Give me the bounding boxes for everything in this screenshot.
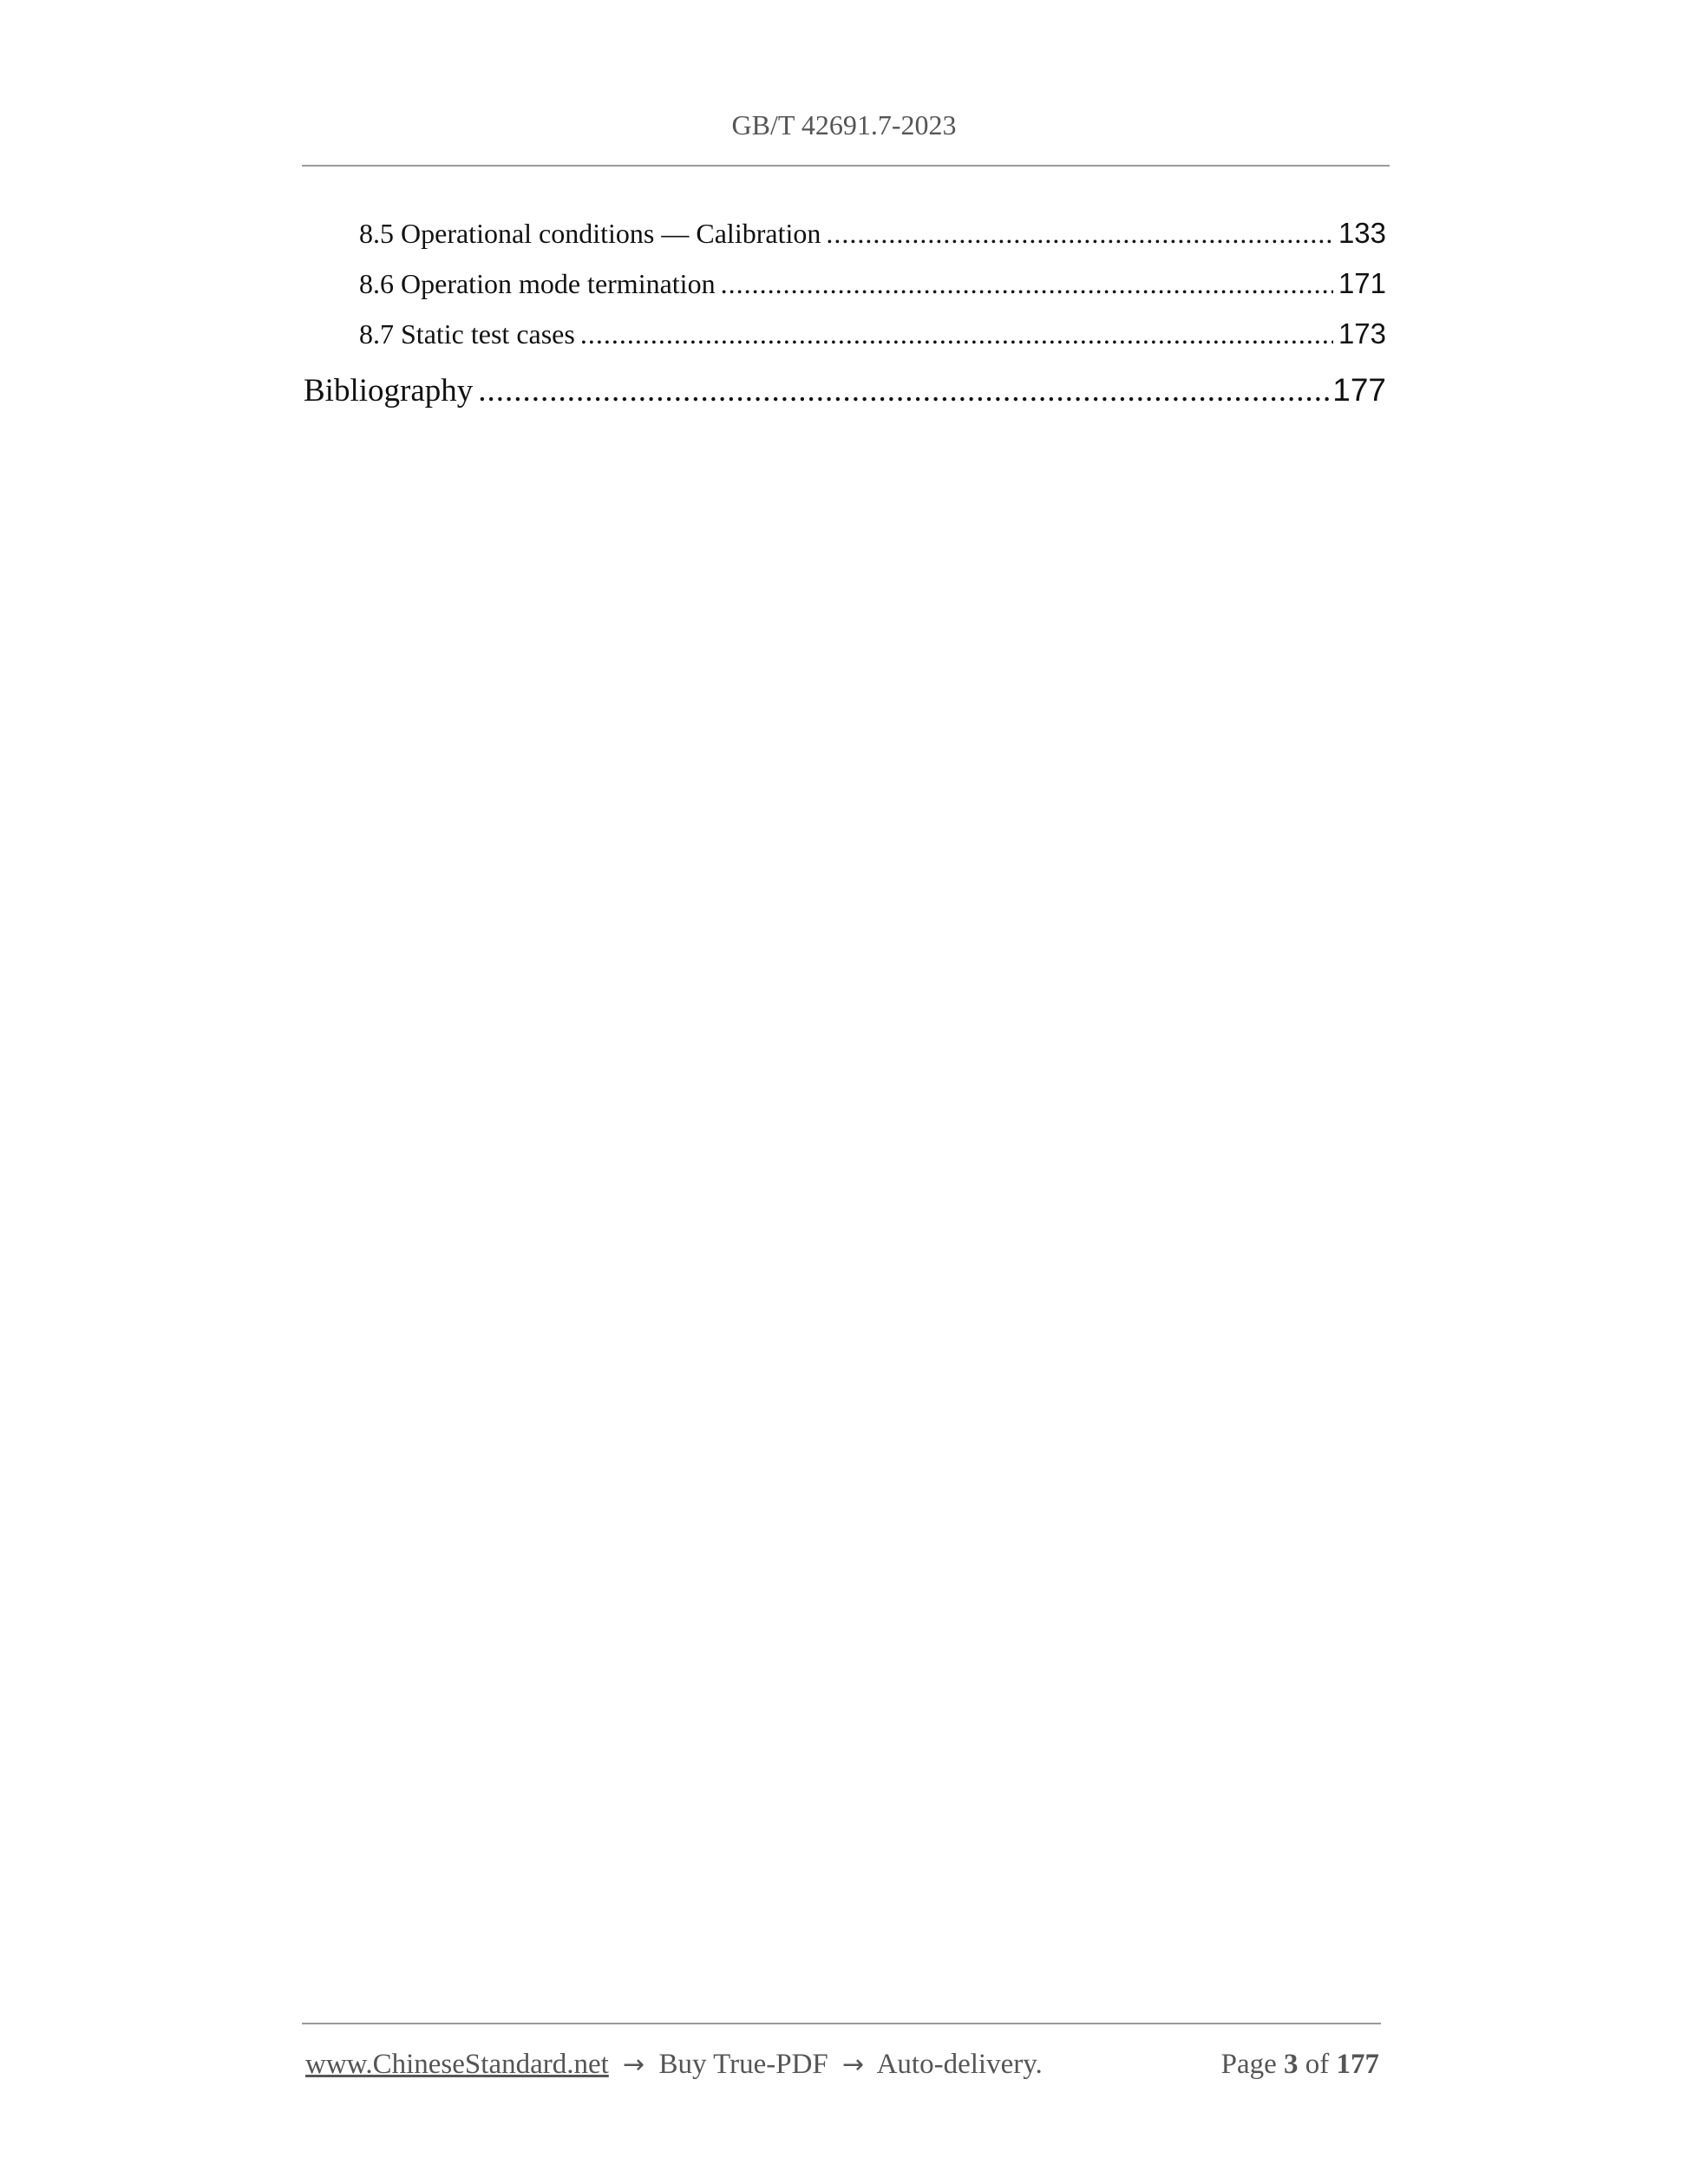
toc-dot-leader xyxy=(580,309,1333,359)
current-page-number: 3 xyxy=(1284,2049,1299,2080)
toc-entry[interactable] xyxy=(304,309,1386,359)
toc-entry-page: 133 xyxy=(1338,217,1386,249)
footer-step-delivery: Auto-delivery. xyxy=(876,2049,1043,2080)
toc-entry-title: 8.5 Operational conditions — Calibration xyxy=(359,218,821,249)
page-number-indicator xyxy=(1221,2045,1379,2083)
footer-promo xyxy=(305,2045,1043,2084)
page-word: Page xyxy=(1220,2049,1277,2080)
footer-step-buy: Buy True-PDF xyxy=(658,2049,828,2080)
toc-entry[interactable] xyxy=(304,208,1386,258)
toc-entry-page: 173 xyxy=(1338,317,1386,350)
toc-dot-leader xyxy=(721,258,1333,309)
total-page-count: 177 xyxy=(1336,2049,1379,2080)
footer-divider xyxy=(302,2023,1381,2024)
arrow-right-icon: → xyxy=(842,2050,865,2080)
toc-dot-leader xyxy=(478,362,1329,420)
table-of-contents xyxy=(304,208,1386,420)
toc-entry-title: Bibliography xyxy=(304,373,474,409)
page-footer xyxy=(305,2045,1379,2083)
document-code-header: GB/T 42691.7-2023 xyxy=(731,109,957,141)
header-divider xyxy=(302,165,1390,167)
toc-entry[interactable] xyxy=(304,258,1386,309)
toc-entry-title: 8.7 Static test cases xyxy=(359,318,575,350)
site-link[interactable]: www.ChineseStandard.net xyxy=(305,2049,609,2080)
toc-entry-page: 171 xyxy=(1338,267,1386,299)
toc-entry-title: 8.6 Operation mode termination xyxy=(359,268,716,299)
toc-entry-page: 177 xyxy=(1332,372,1386,408)
arrow-right-icon: → xyxy=(623,2050,645,2080)
toc-dot-leader xyxy=(826,208,1333,258)
of-word: of xyxy=(1305,2049,1330,2080)
toc-entry-bibliography[interactable] xyxy=(304,361,1386,420)
